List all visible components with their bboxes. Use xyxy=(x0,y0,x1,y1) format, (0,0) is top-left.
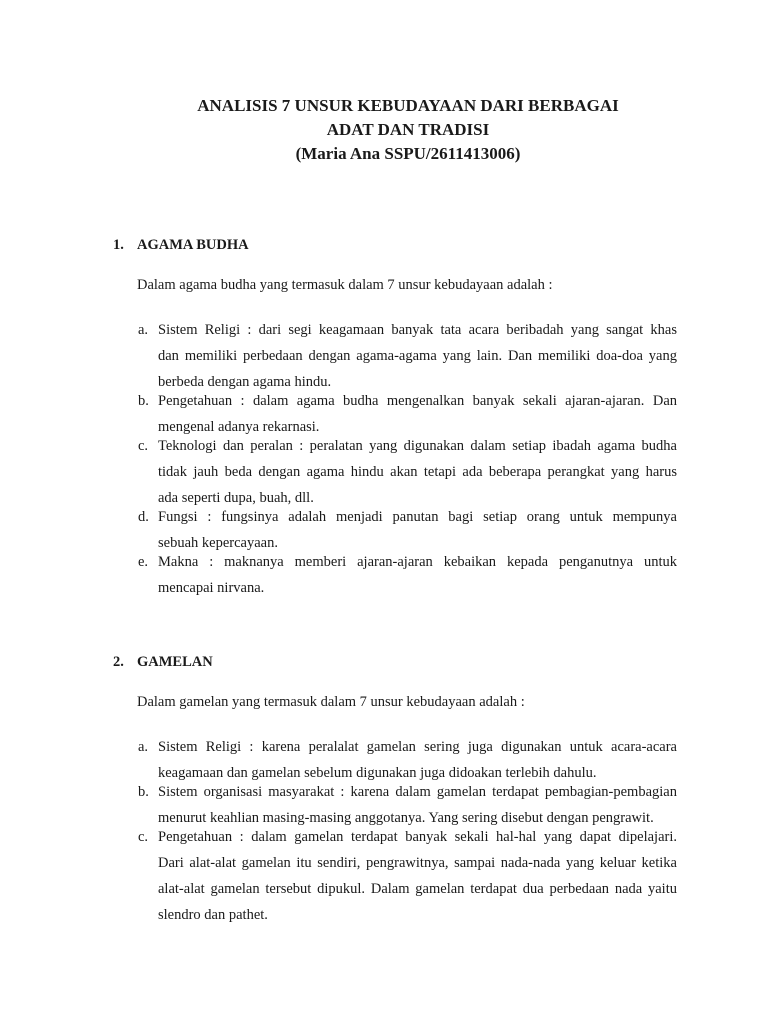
item-list xyxy=(113,317,677,601)
list-item-letter: e. xyxy=(138,554,149,570)
section-intro: Dalam gamelan yang termasuk dalam 7 unsur kebudayaan adalah : xyxy=(137,694,525,710)
list-item-text-line: Teknologi dan peralan : peralatan yang digunakan dalam setiap ibadah agama budha xyxy=(158,438,677,454)
list-item-letter: a. xyxy=(138,322,149,338)
list-item-text-line: Sistem organisasi masyarakat : karena dalam gamelan terdapat pembagian-pembagian xyxy=(158,784,677,800)
list-item xyxy=(113,317,677,395)
list-item-letter: c. xyxy=(138,438,149,454)
list-item-text-line: dan memiliki perbedaan dengan agama-agama yang lain. Dan memiliki doa-doa yang xyxy=(158,348,677,364)
list-item-letter: b. xyxy=(138,784,149,800)
list-item-text-line: Dari alat-alat gamelan itu sendiri, pengrawitnya, sampai nada-nada yang keluar ketika xyxy=(158,855,677,871)
list-item-text-line: Sistem Religi : karena peralalat gamelan sering juga digunakan untuk acara-acara xyxy=(158,739,677,755)
item-list xyxy=(113,734,677,928)
section-intro: Dalam agama budha yang termasuk dalam 7 unsur kebudayaan adalah : xyxy=(137,277,553,293)
list-item-text-line: sebuah kepercayaan. xyxy=(158,535,278,551)
section-heading-text: AGAMA BUDHA xyxy=(137,237,249,253)
list-item-text-line: alat-alat gamelan tersebut dipukul. Dalam gamelan terdapat dua perbedaan nada yaitu xyxy=(158,881,677,897)
list-item-text-line: mengenal adanya rekarnasi. xyxy=(158,419,320,435)
list-item-letter: a. xyxy=(138,739,149,755)
list-item-letter: d. xyxy=(138,509,149,525)
section-number: 1. xyxy=(113,237,124,253)
list-item-text-line: Makna : maknanya memberi ajaran-ajaran kebaikan kepada penganutnya untuk xyxy=(158,554,677,570)
list-item-text-line: menurut keahlian masing-masing anggotanya. Yang sering disebut dengan pengrawit. xyxy=(158,810,654,826)
list-item-text-line: Pengetahuan : dalam gamelan terdapat banyak sekali hal-hal yang dapat dipelajari. xyxy=(158,829,677,845)
list-item-text-line: mencapai nirvana. xyxy=(158,580,265,596)
section-heading-text: GAMELAN xyxy=(137,654,213,670)
section-number: 2. xyxy=(113,654,124,670)
list-item-letter: c. xyxy=(138,829,149,845)
section-heading xyxy=(113,237,677,257)
title-line-3: (Maria Ana SSPU/2611413006) xyxy=(295,144,521,163)
list-item-letter: b. xyxy=(138,393,149,409)
title-line-1: ANALISIS 7 UNSUR KEBUDAYAAN DARI BERBAGAI xyxy=(197,96,619,115)
list-item-text-line: tidak jauh beda dengan agama hindu akan tetapi ada beberapa perangkat yang harus xyxy=(158,464,677,480)
list-item xyxy=(113,433,677,511)
document-title xyxy=(0,94,768,166)
list-item xyxy=(113,549,677,601)
list-item-text-line: Pengetahuan : dalam agama budha mengenalkan banyak sekali ajaran-ajaran. Dan xyxy=(158,393,677,409)
list-item-text-line: Fungsi : fungsinya adalah menjadi panutan bagi setiap orang untuk mempunya xyxy=(158,509,677,525)
list-item-text-line: berbeda dengan agama hindu. xyxy=(158,374,332,390)
list-item-text-line: ada seperti dupa, buah, dll. xyxy=(158,490,314,506)
section-agama-budha xyxy=(113,237,677,601)
list-item-text-line: slendro dan pathet. xyxy=(158,907,268,923)
title-line-2: ADAT DAN TRADISI xyxy=(326,120,490,139)
section-heading xyxy=(113,654,677,674)
list-item-text-line: keagamaan dan gamelan sebelum digunakan juga didoakan terlebih dahulu. xyxy=(158,765,597,781)
section-gamelan xyxy=(113,654,677,928)
list-item-text-line: Sistem Religi : dari segi keagamaan banyak tata acara beribadah yang sangat khas xyxy=(158,322,677,338)
list-item xyxy=(113,824,677,928)
